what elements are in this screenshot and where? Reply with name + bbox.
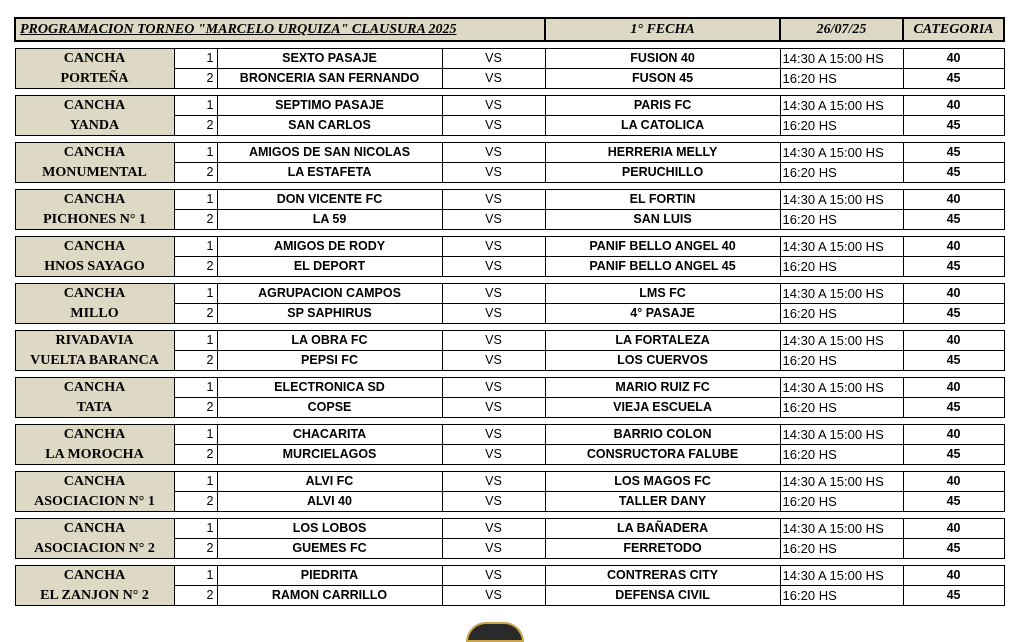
away-team: FERRETODO <box>545 539 780 559</box>
block-spacer <box>15 41 1004 49</box>
match-row <box>15 519 1004 539</box>
venue-line-1: CANCHA <box>15 519 174 539</box>
match-number: 1 <box>174 190 217 210</box>
spacer-cell <box>15 89 1004 96</box>
match-number: 1 <box>174 96 217 116</box>
match-row <box>15 96 1004 116</box>
home-team: COPSE <box>217 398 442 418</box>
match-row <box>15 539 1004 559</box>
vs-label: VS <box>442 472 545 492</box>
vs-label: VS <box>442 304 545 324</box>
match-time: 16:20 HS <box>780 351 903 371</box>
match-category: 40 <box>903 331 1004 351</box>
venue-line-1: CANCHA <box>15 49 174 69</box>
match-category: 45 <box>903 492 1004 512</box>
match-time: 14:30 A 15:00 HS <box>780 190 903 210</box>
venue-line-1: CANCHA <box>15 284 174 304</box>
match-category: 40 <box>903 237 1004 257</box>
match-row <box>15 69 1004 89</box>
match-time: 14:30 A 15:00 HS <box>780 143 903 163</box>
spacer-cell <box>15 183 1004 190</box>
match-time: 14:30 A 15:00 HS <box>780 49 903 69</box>
schedule-sheet <box>14 17 1003 606</box>
match-number: 2 <box>174 69 217 89</box>
block-spacer <box>15 324 1004 331</box>
away-team: TALLER DANY <box>545 492 780 512</box>
spacer-cell <box>15 41 1004 49</box>
match-time: 14:30 A 15:00 HS <box>780 472 903 492</box>
match-number: 2 <box>174 492 217 512</box>
match-category: 45 <box>903 143 1004 163</box>
match-category: 40 <box>903 284 1004 304</box>
block-spacer <box>15 89 1004 96</box>
match-category: 40 <box>903 519 1004 539</box>
match-row <box>15 190 1004 210</box>
match-category: 45 <box>903 445 1004 465</box>
home-team: SEXTO PASAJE <box>217 49 442 69</box>
match-category: 45 <box>903 586 1004 606</box>
match-time: 16:20 HS <box>780 539 903 559</box>
match-number: 1 <box>174 237 217 257</box>
match-row <box>15 472 1004 492</box>
home-team: LOS LOBOS <box>217 519 442 539</box>
venue-line-2: VUELTA BARANCA <box>15 351 174 371</box>
match-number: 2 <box>174 116 217 136</box>
home-team: SAN CARLOS <box>217 116 442 136</box>
home-team: AMIGOS DE RODY <box>217 237 442 257</box>
away-team: EL FORTIN <box>545 190 780 210</box>
away-team: SAN LUIS <box>545 210 780 230</box>
spacer-cell <box>15 559 1004 566</box>
home-team: ALVI FC <box>217 472 442 492</box>
match-time: 14:30 A 15:00 HS <box>780 378 903 398</box>
match-row <box>15 116 1004 136</box>
match-time: 14:30 A 15:00 HS <box>780 237 903 257</box>
match-number: 1 <box>174 331 217 351</box>
match-time: 16:20 HS <box>780 116 903 136</box>
away-team: HERRERIA MELLY <box>545 143 780 163</box>
match-category: 40 <box>903 566 1004 586</box>
home-team: ALVI 40 <box>217 492 442 512</box>
venue-line-2: ASOCIACION N° 1 <box>15 492 174 512</box>
away-team: FUSION 40 <box>545 49 780 69</box>
match-number: 2 <box>174 445 217 465</box>
vs-label: VS <box>442 96 545 116</box>
away-team: LOS CUERVOS <box>545 351 780 371</box>
spacer-cell <box>15 324 1004 331</box>
vs-label: VS <box>442 49 545 69</box>
match-category: 45 <box>903 163 1004 183</box>
venue-line-1: CANCHA <box>15 566 174 586</box>
match-category: 40 <box>903 49 1004 69</box>
spacer-cell <box>15 136 1004 143</box>
match-category: 40 <box>903 425 1004 445</box>
away-team: LA BAÑADERA <box>545 519 780 539</box>
match-number: 2 <box>174 257 217 277</box>
match-category: 45 <box>903 69 1004 89</box>
away-team: CONSRUCTORA FALUBE <box>545 445 780 465</box>
match-time: 14:30 A 15:00 HS <box>780 519 903 539</box>
vs-label: VS <box>442 398 545 418</box>
match-row <box>15 163 1004 183</box>
match-row <box>15 257 1004 277</box>
block-spacer <box>15 465 1004 472</box>
home-team: AMIGOS DE SAN NICOLAS <box>217 143 442 163</box>
match-category: 40 <box>903 472 1004 492</box>
away-team: FUSON 45 <box>545 69 780 89</box>
match-row <box>15 304 1004 324</box>
venue-line-1: CANCHA <box>15 378 174 398</box>
match-row <box>15 492 1004 512</box>
home-team: LA ESTAFETA <box>217 163 442 183</box>
venue-line-2: PICHONES N° 1 <box>15 210 174 230</box>
away-team: LA CATOLICA <box>545 116 780 136</box>
vs-label: VS <box>442 284 545 304</box>
match-category: 40 <box>903 378 1004 398</box>
away-team: PANIF BELLO ANGEL 40 <box>545 237 780 257</box>
block-spacer <box>15 371 1004 378</box>
match-category: 45 <box>903 304 1004 324</box>
away-team: BARRIO COLON <box>545 425 780 445</box>
venue-line-1: CANCHA <box>15 472 174 492</box>
match-time: 16:20 HS <box>780 69 903 89</box>
home-team: MURCIELAGOS <box>217 445 442 465</box>
vs-label: VS <box>442 257 545 277</box>
match-time: 16:20 HS <box>780 398 903 418</box>
home-team: PIEDRITA <box>217 566 442 586</box>
vs-label: VS <box>442 237 545 257</box>
vs-label: VS <box>442 566 545 586</box>
match-row <box>15 351 1004 371</box>
home-team: DON VICENTE FC <box>217 190 442 210</box>
venue-line-2: MONUMENTAL <box>15 163 174 183</box>
match-number: 1 <box>174 425 217 445</box>
venue-line-2: YANDA <box>15 116 174 136</box>
vs-label: VS <box>442 163 545 183</box>
match-time: 14:30 A 15:00 HS <box>780 96 903 116</box>
match-row <box>15 284 1004 304</box>
match-number: 2 <box>174 351 217 371</box>
match-number: 2 <box>174 210 217 230</box>
block-spacer <box>15 512 1004 519</box>
spacer-cell <box>15 277 1004 284</box>
match-time: 16:20 HS <box>780 163 903 183</box>
venue-line-2: TATA <box>15 398 174 418</box>
venue-line-2: LA MOROCHA <box>15 445 174 465</box>
category-header: CATEGORIA <box>903 18 1004 41</box>
venue-line-1: RIVADAVIA <box>15 331 174 351</box>
home-team: ELECTRONICA SD <box>217 378 442 398</box>
away-team: PARIS FC <box>545 96 780 116</box>
match-number: 1 <box>174 143 217 163</box>
vs-label: VS <box>442 586 545 606</box>
home-team: EL DEPORT <box>217 257 442 277</box>
spacer-cell <box>15 371 1004 378</box>
away-team: VIEJA ESCUELA <box>545 398 780 418</box>
match-category: 45 <box>903 257 1004 277</box>
venue-line-2: MILLO <box>15 304 174 324</box>
match-time: 16:20 HS <box>780 257 903 277</box>
match-category: 45 <box>903 210 1004 230</box>
home-team: RAMON CARRILLO <box>217 586 442 606</box>
home-team: PEPSI FC <box>217 351 442 371</box>
away-team: LMS FC <box>545 284 780 304</box>
block-spacer <box>15 230 1004 237</box>
date-label: 26/07/25 <box>780 18 903 41</box>
venue-line-1: CANCHA <box>15 425 174 445</box>
match-row <box>15 143 1004 163</box>
block-spacer <box>15 136 1004 143</box>
vs-label: VS <box>442 351 545 371</box>
away-team: CONTRERAS CITY <box>545 566 780 586</box>
away-team: PANIF BELLO ANGEL 45 <box>545 257 780 277</box>
spacer-cell <box>15 230 1004 237</box>
match-row <box>15 586 1004 606</box>
match-row <box>15 398 1004 418</box>
match-category: 40 <box>903 190 1004 210</box>
match-row <box>15 331 1004 351</box>
match-number: 2 <box>174 398 217 418</box>
match-number: 1 <box>174 472 217 492</box>
venue-line-2: HNOS SAYAGO <box>15 257 174 277</box>
match-time: 16:20 HS <box>780 304 903 324</box>
match-number: 1 <box>174 566 217 586</box>
away-team: MARIO RUIZ FC <box>545 378 780 398</box>
match-time: 14:30 A 15:00 HS <box>780 425 903 445</box>
match-row <box>15 566 1004 586</box>
match-row <box>15 49 1004 69</box>
vs-label: VS <box>442 539 545 559</box>
home-team: SEPTIMO PASAJE <box>217 96 442 116</box>
match-number: 2 <box>174 586 217 606</box>
league-logo-icon <box>466 622 524 642</box>
match-category: 45 <box>903 116 1004 136</box>
away-team: DEFENSA CIVIL <box>545 586 780 606</box>
vs-label: VS <box>442 190 545 210</box>
match-category: 40 <box>903 96 1004 116</box>
away-team: LA FORTALEZA <box>545 331 780 351</box>
match-number: 1 <box>174 284 217 304</box>
home-team: GUEMES FC <box>217 539 442 559</box>
away-team: LOS MAGOS FC <box>545 472 780 492</box>
match-time: 14:30 A 15:00 HS <box>780 566 903 586</box>
block-spacer <box>15 183 1004 190</box>
vs-label: VS <box>442 378 545 398</box>
vs-label: VS <box>442 69 545 89</box>
match-number: 1 <box>174 49 217 69</box>
venue-line-2: ASOCIACION N° 2 <box>15 539 174 559</box>
schedule-table <box>14 17 1005 606</box>
block-spacer <box>15 277 1004 284</box>
match-row <box>15 425 1004 445</box>
vs-label: VS <box>442 210 545 230</box>
home-team: BRONCERIA SAN FERNANDO <box>217 69 442 89</box>
home-team: CHACARITA <box>217 425 442 445</box>
match-category: 45 <box>903 539 1004 559</box>
match-row <box>15 210 1004 230</box>
spacer-cell <box>15 465 1004 472</box>
spacer-cell <box>15 418 1004 425</box>
home-team: AGRUPACION CAMPOS <box>217 284 442 304</box>
block-spacer <box>15 418 1004 425</box>
venue-line-1: CANCHA <box>15 96 174 116</box>
vs-label: VS <box>442 116 545 136</box>
venue-line-1: CANCHA <box>15 190 174 210</box>
venue-line-2: EL ZANJON N° 2 <box>15 586 174 606</box>
home-team: LA 59 <box>217 210 442 230</box>
match-number: 1 <box>174 519 217 539</box>
round-label: 1° FECHA <box>545 18 780 41</box>
header-row <box>15 18 1004 41</box>
venue-line-2: PORTEÑA <box>15 69 174 89</box>
vs-label: VS <box>442 445 545 465</box>
match-row <box>15 378 1004 398</box>
vs-label: VS <box>442 492 545 512</box>
match-row <box>15 445 1004 465</box>
match-category: 45 <box>903 351 1004 371</box>
spacer-cell <box>15 512 1004 519</box>
home-team: LA OBRA FC <box>217 331 442 351</box>
vs-label: VS <box>442 425 545 445</box>
home-team: SP SAPHIRUS <box>217 304 442 324</box>
match-time: 16:20 HS <box>780 210 903 230</box>
match-time: 16:20 HS <box>780 445 903 465</box>
match-time: 16:20 HS <box>780 492 903 512</box>
match-time: 16:20 HS <box>780 586 903 606</box>
venue-line-1: CANCHA <box>15 237 174 257</box>
venue-line-1: CANCHA <box>15 143 174 163</box>
match-time: 14:30 A 15:00 HS <box>780 331 903 351</box>
match-category: 45 <box>903 398 1004 418</box>
match-row <box>15 237 1004 257</box>
match-number: 2 <box>174 539 217 559</box>
match-time: 14:30 A 15:00 HS <box>780 284 903 304</box>
vs-label: VS <box>442 143 545 163</box>
match-number: 2 <box>174 163 217 183</box>
match-number: 2 <box>174 304 217 324</box>
vs-label: VS <box>442 331 545 351</box>
away-team: PERUCHILLO <box>545 163 780 183</box>
match-number: 1 <box>174 378 217 398</box>
away-team: 4° PASAJE <box>545 304 780 324</box>
vs-label: VS <box>442 519 545 539</box>
tournament-title: PROGRAMACION TORNEO "MARCELO URQUIZA" CLAUSURA 2025 <box>15 18 545 41</box>
block-spacer <box>15 559 1004 566</box>
